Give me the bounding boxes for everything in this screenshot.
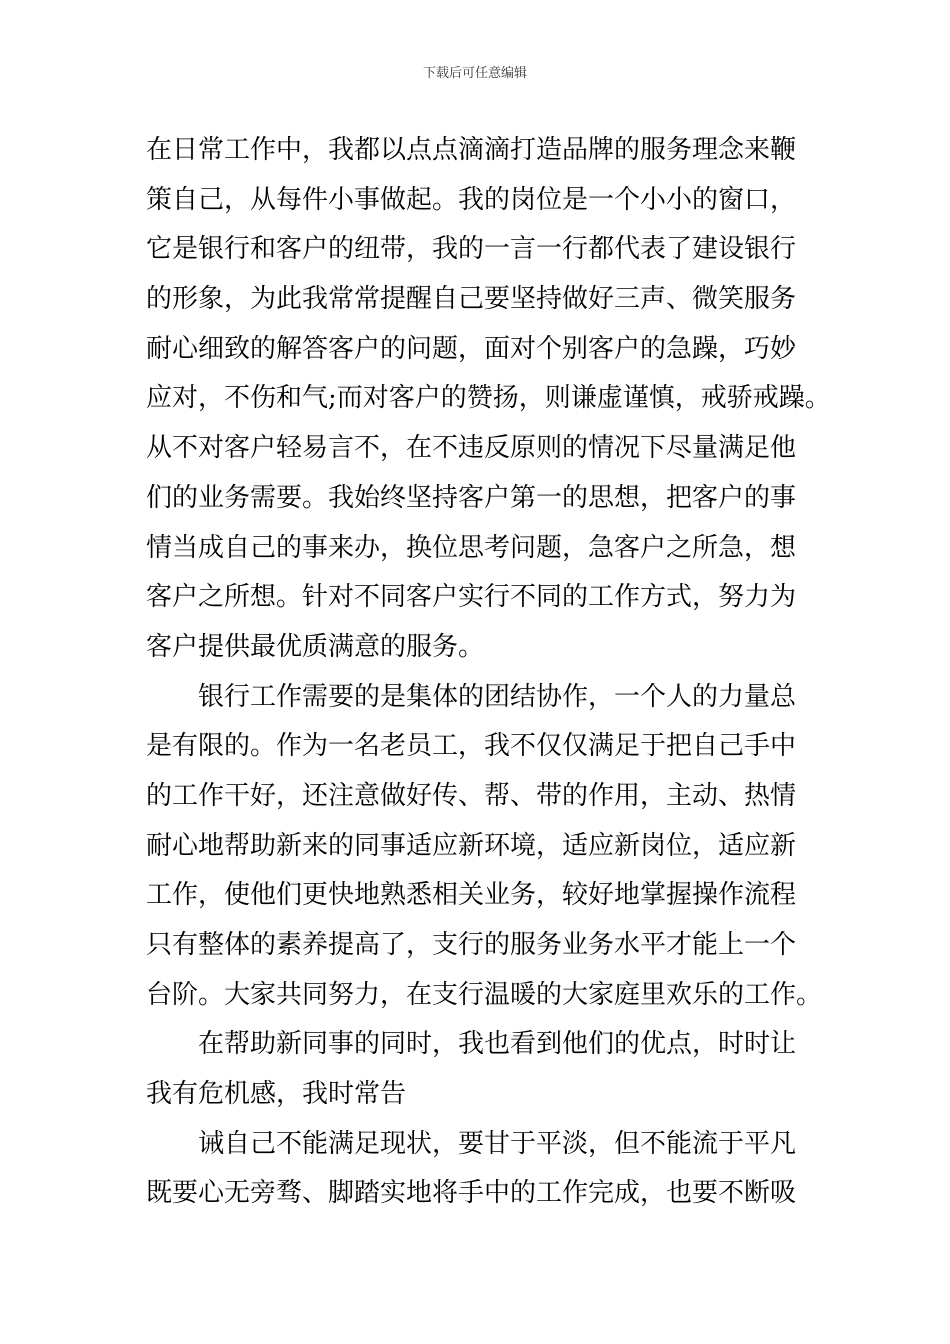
text-line: 在日常工作中，我都以点点滴滴打造品牌的服务理念来鞭 <box>146 135 797 165</box>
text-line: 情当成自己的事来办，换位思考问题，急客户之所急，想 <box>146 532 797 563</box>
text-line: 耐心细致的解答客户的问题，面对个别客户的急躁，巧妙 <box>146 333 797 364</box>
body-text <box>146 126 831 1219</box>
text-line: 客户之所想。针对不同客户实行不同的工作方式，努力为 <box>146 582 797 613</box>
text-line: 它是银行和客户的纽带，我的一言一行都代表了建设银行 <box>146 234 797 265</box>
text-line: 我有危机感，我时常告 <box>146 1079 407 1110</box>
text-line: 诫自己不能满足现状，要甘于平淡，但不能流于平凡 <box>198 1128 797 1159</box>
text-line: 在帮助新同事的同时，我也看到他们的优点，时时让 <box>198 1029 797 1060</box>
text-line: 应对，不伤和气;而对客户的赞扬，则谦虚谨慎，戒骄戒躁。 <box>146 383 831 414</box>
text-line: 台阶。大家共同努力，在支行温暖的大家庭里欢乐的工作。 <box>146 979 823 1010</box>
text-line: 既要心无旁骛、脚踏实地将手中的工作完成，也要不断吸 <box>146 1178 797 1209</box>
text-line: 银行工作需要的是集体的团结协作，一个人的力量总 <box>198 681 797 712</box>
text-line: 是有限的。作为一名老员工，我不仅仅满足于把自己手中 <box>146 731 797 762</box>
text-line: 耐心地帮助新来的同事适应新环境，适应新岗位，适应新 <box>146 830 797 861</box>
text-line: 从不对客户轻易言不，在不违反原则的情况下尽量满足他 <box>146 433 797 464</box>
text-line: 策自己，从每件小事做起。我的岗位是一个小小的窗口， <box>146 184 797 215</box>
text-line: 只有整体的素养提高了，支行的服务业务水平才能上一个 <box>146 930 797 960</box>
text-line: 工作，使他们更快地熟悉相关业务，较好地掌握操作流程 <box>146 880 797 911</box>
text-line: 们的业务需要。我始终坚持客户第一的思想，把客户的事 <box>146 482 797 513</box>
text-line: 的形象，为此我常常提醒自己要坚持做好三声、微笑服务 <box>146 284 797 315</box>
text-line: 客户提供最优质满意的服务。 <box>146 631 485 662</box>
text-line: 的工作干好，还注意做好传、帮、带的作用，主动、热情 <box>146 780 797 811</box>
page-header: 下载后可任意编辑 <box>422 66 527 81</box>
